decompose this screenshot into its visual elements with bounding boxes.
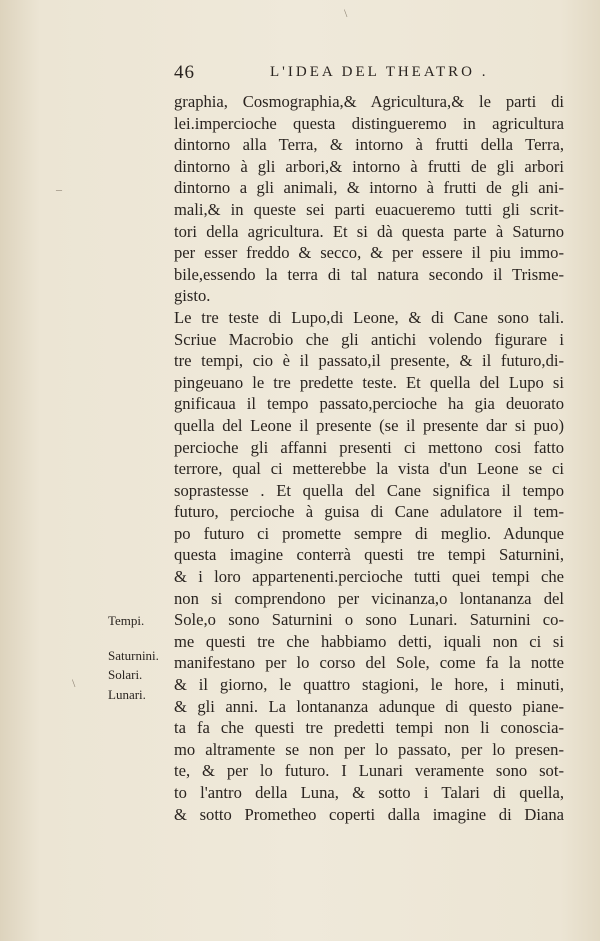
text-line: lei.impercioche questa distingueremo in agricultura <box>174 113 564 133</box>
text-line: gnificaua il tempo passato,percioche ha gia deuorato <box>174 394 564 414</box>
text-line: dintorno à gli arbori,& intorno à frutti de gli arbori <box>174 156 564 176</box>
text-line: & i loro appartenenti.percioche tutti quei tempi che <box>174 567 564 587</box>
page-mark: \ <box>72 676 76 690</box>
margin-note: Lunari. <box>108 686 146 702</box>
text-line: dintorno alla Terra, & intorno à frutti della Terra, <box>174 135 564 155</box>
text-line: & sotto Prometheo coperti dalla imagine di Diana <box>174 804 564 824</box>
text-line: per esser freddo & secco, & per essere il piu immo- <box>174 243 564 263</box>
page-mark: \ <box>344 6 348 20</box>
text-line: mali,& in queste sei parti euacueremo tutti gli scrit- <box>174 199 564 219</box>
margin-note: Saturnini. <box>108 647 159 663</box>
text-line: to l'antro della Luna, & sotto i Talari di quella, <box>174 783 564 802</box>
text-line: questa imagine conterrà questi tre tempi Saturnini, <box>174 545 564 565</box>
text-line: percioche gli affanni presenti ci mettono cosi fatto <box>174 437 564 457</box>
text-line: te, & per lo futuro. I Lunari veramente sono sot- <box>174 761 564 781</box>
body-text <box>174 91 564 825</box>
text-line: tori della agricultura. Et si dà questa parte à Saturno <box>174 221 564 241</box>
text-line: gisto. <box>174 286 211 306</box>
text-line: soprastesse . Et quella del Cane significa il tempo <box>174 480 564 500</box>
margin-note: Tempi. <box>108 613 145 629</box>
page-header <box>174 62 574 84</box>
page-mark: – <box>56 182 62 196</box>
text-line: quella del Leone il presente (se il presente dar si puo) <box>174 415 564 435</box>
text-line: non si comprendono per vicinanza,o lontananza del <box>174 588 564 608</box>
text-line: pingeuano le tre predette teste. Et quella del Lupo si <box>174 372 564 392</box>
text-line: dintorno a gli animali, & intorno à frutti de gli ani- <box>174 178 564 198</box>
margin-note: Solari. <box>108 667 143 683</box>
text-line: me questi tre che habbiamo detti, iquali non ci si <box>174 631 564 651</box>
text-line: mo altramente se non per lo passato, per lo presen- <box>174 739 564 759</box>
text-line: & gli anni. La lontananza adunque di questo piane- <box>174 696 564 716</box>
text-line: graphia, Cosmographia,& Agricultura,& le parti di <box>174 92 564 111</box>
text-line: & il giorno, le quattro stagioni, le hore, i minuti, <box>174 675 564 695</box>
page-number: 46 <box>174 62 195 83</box>
text-line: Scriue Macrobio che gli antichi volendo figurare i <box>174 329 564 349</box>
text-line: terrore, qual ci metterebbe la vista d'un Leone se ci <box>174 459 564 479</box>
text-line: ta fa che questi tre predetti tempi non li conoscia- <box>174 718 564 738</box>
text-line: futuro, percioche à guisa di Cane adulatore il tem- <box>174 502 564 522</box>
text-line: tre tempi, cio è il passato,il presente, & il futuro,di- <box>174 351 564 371</box>
text-line: Sole,o sono Saturnini o sono Lunari. Saturnini co- <box>174 610 564 630</box>
text-line: manifestano per lo corso del Sole, come fa la notte <box>174 653 564 673</box>
text-line: po futuro ci promette sempre di meglio. Adunque <box>174 523 564 543</box>
running-title: L'IDEA DEL THEATRO . <box>270 64 489 80</box>
text-line: Le tre teste di Lupo,di Leone, & di Cane sono tali. <box>174 307 564 327</box>
text-line: bile,essendo la terra di tal natura secondo il Trisme- <box>174 264 564 284</box>
